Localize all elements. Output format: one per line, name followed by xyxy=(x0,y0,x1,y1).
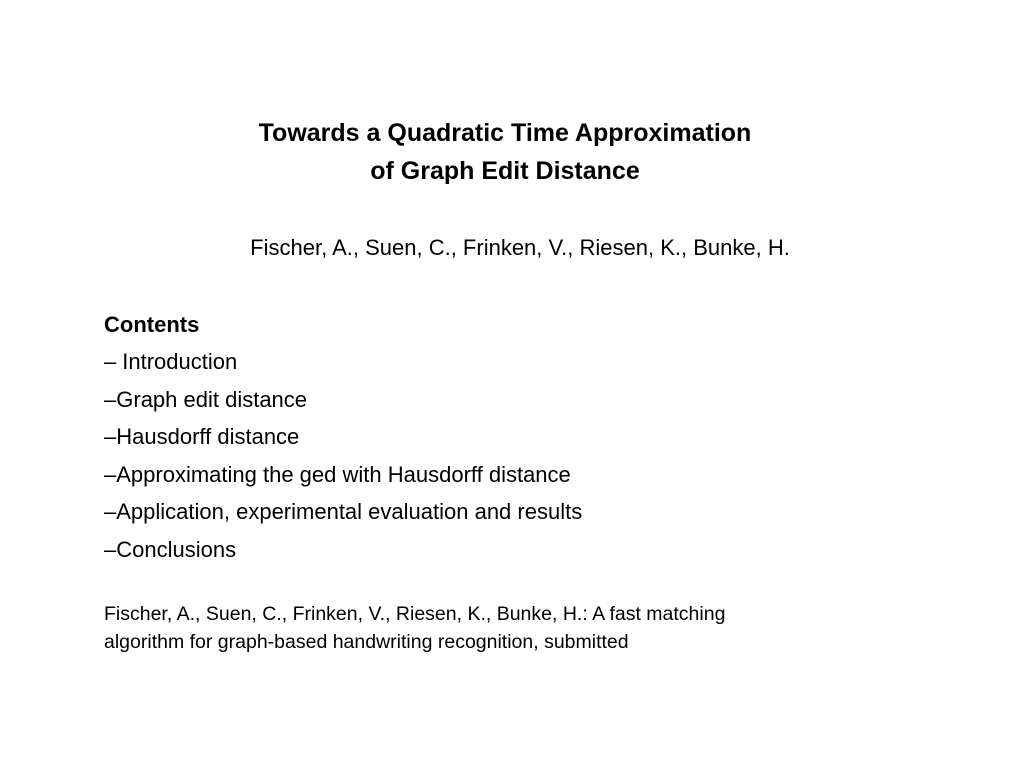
dash-bullet: – xyxy=(104,461,117,487)
slide-title-line-2: of Graph Edit Distance xyxy=(370,157,640,185)
dash-bullet: – xyxy=(104,424,117,449)
contents-item-introduction xyxy=(104,343,924,381)
contents-item-label: Introduction xyxy=(122,349,238,374)
contents-item-label: Approximating the ged with Hausdorff distance xyxy=(116,461,571,487)
reference-line-2: algorithm for graph-based handwriting recognition, submitted xyxy=(104,631,629,653)
contents-item-label: Application, experimental evaluation and results xyxy=(116,499,583,524)
contents-item-application xyxy=(104,493,924,531)
contents-list xyxy=(104,343,924,568)
contents-item-label: Hausdorff distance xyxy=(116,424,300,449)
dash-bullet: – xyxy=(104,536,117,562)
contents-item-conclusions xyxy=(104,531,924,569)
reference-note xyxy=(104,600,924,656)
slide-title-line-1: Towards a Quadratic Time Approximation xyxy=(258,119,752,147)
dash-bullet: – xyxy=(104,386,117,412)
contents-item-hausdorff-distance xyxy=(104,418,924,456)
contents-item-approximating-ged xyxy=(104,456,924,494)
dash-bullet: – xyxy=(104,349,117,374)
contents-item-label: Graph edit distance xyxy=(116,386,308,412)
contents-item-label: Conclusions xyxy=(116,536,237,562)
slide-title xyxy=(0,114,1010,190)
contents-section xyxy=(104,307,924,568)
dash-bullet: – xyxy=(104,499,117,524)
reference-line-1: Fischer, A., Suen, C., Frinken, V., Riesen, K., Bunke, H.: A fast matching xyxy=(104,603,726,625)
contents-item-graph-edit-distance xyxy=(104,381,924,419)
slide-authors: Fischer, A., Suen, C., Frinken, V., Riesen, K., Bunke, H. xyxy=(250,235,790,260)
contents-heading: Contents xyxy=(104,312,200,337)
